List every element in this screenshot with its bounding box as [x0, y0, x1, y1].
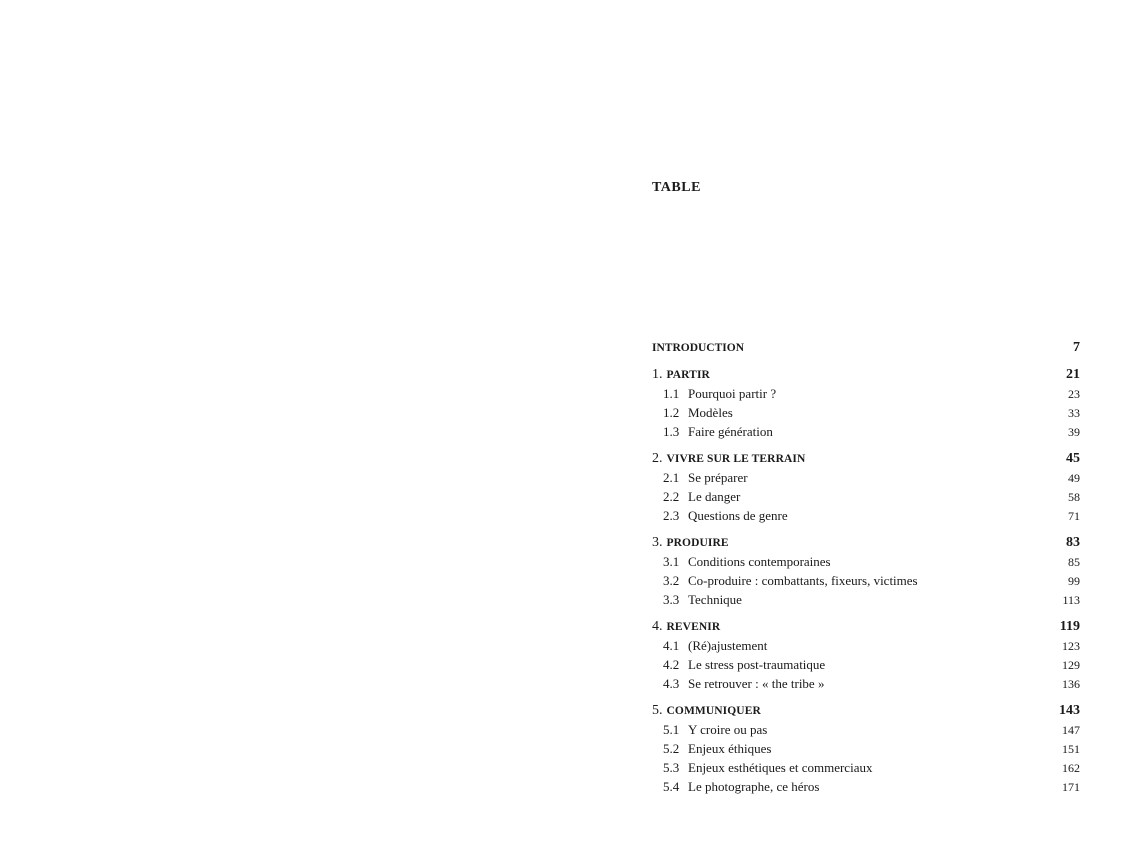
- section-row[interactable]: [652, 779, 1080, 798]
- toc-chapter: [652, 367, 1080, 443]
- section-number: 2.1: [663, 470, 680, 485]
- chapter-number: 4.: [652, 619, 663, 634]
- section-title: Le danger: [688, 489, 741, 504]
- chapter-page: 21: [1066, 367, 1080, 382]
- section-page: 71: [1068, 509, 1080, 523]
- section-row[interactable]: [652, 760, 1080, 779]
- section-page: 113: [1062, 593, 1080, 607]
- page-title: TABLE: [652, 180, 701, 195]
- chapter-page: 83: [1066, 535, 1080, 550]
- section-number: 4.1: [663, 638, 680, 653]
- section-title: Enjeux éthiques: [688, 741, 772, 756]
- section-row[interactable]: [652, 386, 1080, 405]
- chapter-title: VIVRE SUR LE TERRAIN: [666, 453, 806, 465]
- section-title: Conditions contemporaines: [688, 554, 831, 569]
- section-page: 151: [1062, 742, 1080, 756]
- section-title: Le photographe, ce héros: [688, 779, 820, 794]
- section-number: 1.2: [663, 405, 680, 420]
- chapter-title: COMMUNIQUER: [666, 705, 761, 717]
- toc-introduction[interactable]: [652, 340, 1080, 359]
- table-of-contents: [652, 340, 1080, 806]
- section-page: 23: [1068, 387, 1080, 401]
- chapter-list: [652, 367, 1080, 798]
- section-number: 3.3: [663, 592, 680, 607]
- section-number: 1.3: [663, 424, 680, 439]
- section-title: (Ré)ajustement: [688, 638, 768, 653]
- section-page: 99: [1068, 574, 1080, 588]
- toc-chapter: [652, 535, 1080, 611]
- toc-chapter: [652, 619, 1080, 695]
- section-number: 5.1: [663, 722, 680, 737]
- section-page: 85: [1068, 555, 1080, 569]
- chapter-page: 119: [1059, 619, 1080, 634]
- section-title: Questions de genre: [688, 508, 788, 523]
- chapter-row[interactable]: [652, 703, 1080, 722]
- section-row[interactable]: [652, 592, 1080, 611]
- chapter-page: 45: [1066, 451, 1080, 466]
- section-title: Le stress post-traumatique: [688, 657, 826, 672]
- chapter-title: REVENIR: [666, 621, 721, 633]
- section-row[interactable]: [652, 676, 1080, 695]
- section-title: Technique: [688, 592, 742, 607]
- chapter-number: 2.: [652, 451, 663, 466]
- section-row[interactable]: [652, 638, 1080, 657]
- section-row[interactable]: [652, 741, 1080, 760]
- section-row[interactable]: [652, 405, 1080, 424]
- section-row[interactable]: [652, 424, 1080, 443]
- section-row[interactable]: [652, 573, 1080, 592]
- section-number: 1.1: [663, 386, 680, 401]
- section-number: 4.2: [663, 657, 680, 672]
- section-title: Modèles: [688, 405, 733, 420]
- chapter-number: 1.: [652, 367, 663, 382]
- section-row[interactable]: [652, 489, 1080, 508]
- toc-chapter: [652, 703, 1080, 798]
- section-title: Enjeux esthétiques et commerciaux: [688, 760, 873, 775]
- chapter-page: 143: [1059, 703, 1080, 718]
- introduction-page: 7: [1073, 340, 1080, 355]
- section-row[interactable]: [652, 508, 1080, 527]
- section-row[interactable]: [652, 657, 1080, 676]
- section-page: 147: [1062, 723, 1080, 737]
- section-number: 5.3: [663, 760, 680, 775]
- introduction-label: INTRODUCTION: [652, 342, 745, 354]
- chapter-number: 3.: [652, 535, 663, 550]
- section-title: Se retrouver : « the tribe »: [688, 676, 825, 691]
- chapter-number: 5.: [652, 703, 663, 718]
- section-row[interactable]: [652, 470, 1080, 489]
- section-number: 5.2: [663, 741, 680, 756]
- section-page: 39: [1068, 425, 1080, 439]
- chapter-row[interactable]: [652, 619, 1080, 638]
- section-row[interactable]: [652, 554, 1080, 573]
- section-number: 3.2: [663, 573, 680, 588]
- section-title: Pourquoi partir ?: [688, 386, 777, 401]
- chapter-title: PARTIR: [666, 369, 710, 381]
- section-number: 2.2: [663, 489, 680, 504]
- section-page: 49: [1068, 471, 1080, 485]
- chapter-row[interactable]: [652, 451, 1080, 470]
- chapter-row[interactable]: [652, 367, 1080, 386]
- section-number: 2.3: [663, 508, 680, 523]
- section-page: 58: [1068, 490, 1080, 504]
- section-number: 5.4: [663, 779, 680, 794]
- section-title: Se préparer: [688, 470, 748, 485]
- section-page: 123: [1062, 639, 1080, 653]
- section-page: 33: [1068, 406, 1080, 420]
- toc-chapter: [652, 451, 1080, 527]
- chapter-row[interactable]: [652, 535, 1080, 554]
- section-row[interactable]: [652, 722, 1080, 741]
- section-page: 136: [1062, 677, 1080, 691]
- section-title: Co-produire : combattants, fixeurs, victimes: [688, 573, 918, 588]
- section-number: 3.1: [663, 554, 680, 569]
- chapter-title: PRODUIRE: [666, 537, 729, 549]
- section-page: 129: [1062, 658, 1080, 672]
- section-title: Y croire ou pas: [688, 722, 768, 737]
- section-page: 162: [1062, 761, 1080, 775]
- section-number: 4.3: [663, 676, 680, 691]
- section-page: 171: [1062, 780, 1080, 794]
- section-title: Faire génération: [688, 424, 773, 439]
